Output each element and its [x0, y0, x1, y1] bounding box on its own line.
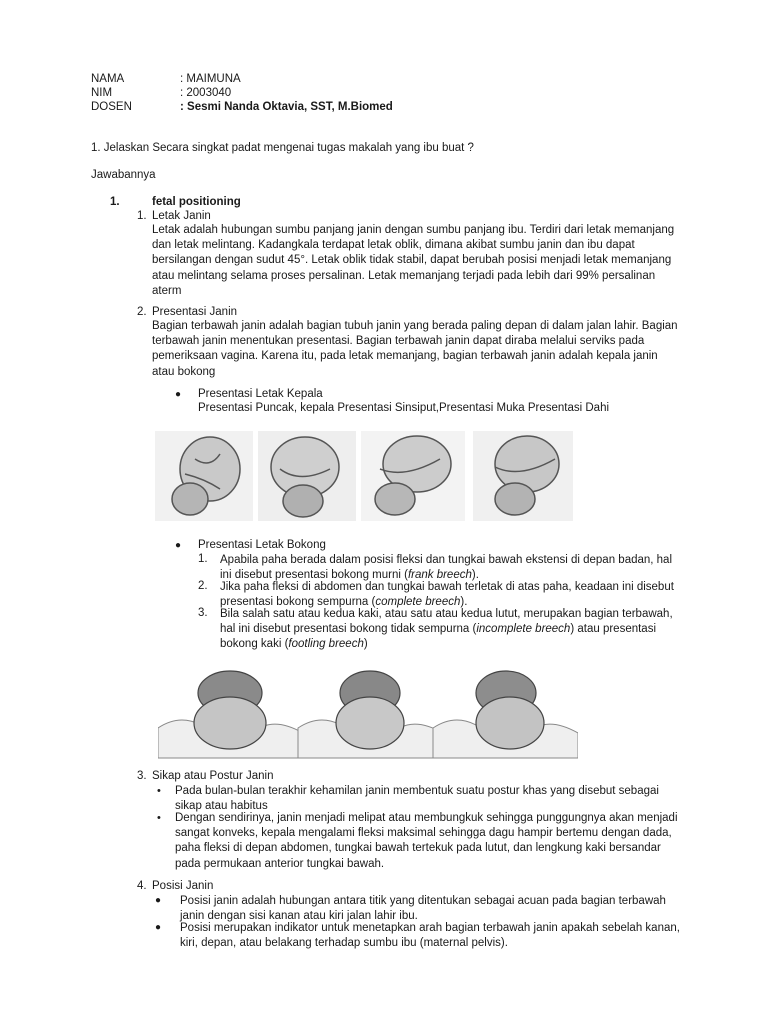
breech-presentation-image [158, 668, 578, 762]
bokong-item-3: Bila salah satu atau kedua kaki, atau satu atau kedua lutut, merupakan bagian terbawah, hal ini disebut presentasi bokong tidak sempurna (incomplete breech) atau presentasi bokong kaki (footling breech) [220, 608, 673, 651]
item2-title: Presentasi Janin [152, 306, 238, 318]
section-title: fetal positioning [152, 196, 241, 208]
item4-bullet-1: Posisi janin adalah hubungan antara titik yang ditentukan sebagai acuan pada bagian terbawah janin dengan sisi kanan atau kiri jalan lahir ibu. [180, 895, 666, 923]
item3-bullet-1: Pada bulan-bulan terakhir kehamilan janin membentuk suatu postur khas yang disebut sebagai sikap atau habitus [175, 785, 659, 813]
question-text: 1. Jelaskan Secara singkat padat mengenai tugas makalah yang ibu buat ? [91, 142, 474, 154]
nama-value: : MAIMUNA [180, 73, 241, 85]
bokong-item-2: Jika paha fleksi di abdomen dan tungkai bawah terletak di atas paha, keadaan ini disebut presentasi bokong sempurna (complete breech). [220, 581, 674, 609]
item4-bullet-2: Posisi merupakan indikator untuk menetapkan arah bagian terbawah janin apakah sebelah kanan, kiri, depan, atau belakang terhadap sumbu ibu (maternal pelvis). [180, 922, 680, 950]
bokong-title: Presentasi Letak Bokong [198, 539, 326, 551]
item2-number: 2. [137, 306, 147, 318]
item1-text: Letak adalah hubungan sumbu panjang janin dengan sumbu panjang ibu. Terdiri dari letak memanjang dan letak melintang. Kadangkala terdapat letak oblik, dimana akibat sumbu janin dan ibu dapat bersilangan dengan sudut 45°. Letak oblik tidak stabil, dapat berubah posisi menjadi letak memanjang atau melintang selama proses persalinan. Letak memanjang terjadi pada lebih dari 99% persalinan aterm [152, 224, 675, 297]
item3-bullet-2: Dengan sendirinya, janin menjadi melipat atau membungkuk sehingga punggungnya akan menjadi sangat konveks, kepala mengalami fleksi maksimal sehingga dagu hampir bertemu dengan dada, paha fleksi di depan abdomen, tungkai bawah tertekuk pada lutut, dan lengkung kaki bersandar pada permukaan anterior tungkai bawah. [175, 812, 678, 870]
kepala-text: Presentasi Puncak, kepala Presentasi Sinsiput,Presentasi Muka Presentasi Dahi [198, 402, 610, 414]
bullet-dot: ● [175, 540, 182, 551]
item2-text: Bagian terbawah janin adalah bagian tubuh janin yang berada paling depan di dalam jalan lahir. Bagian terbawah janin menentukan presentasi. Bagian terbawah janin dapat diraba melalui serviks pada pemeriksaan vagina. Karena itu, pada letak memanjang, bagian terbawah janin adalah kepala janin atau bokong [152, 320, 678, 378]
bullet-dot: ● [155, 895, 162, 906]
item4-title: Posisi Janin [152, 880, 214, 892]
bokong-item-1: Apabila paha berada dalam posisi fleksi dan tungkai bawah ekstensi di depan badan, hal ini disebut presentasi bokong murni (frank breech). [220, 554, 673, 582]
head-presentation-image [155, 429, 575, 523]
bokong-item-number: 3. [198, 607, 208, 619]
bokong-item-number: 2. [198, 580, 208, 592]
bullet-dot: • [157, 785, 161, 797]
bullet-dot: ● [155, 922, 162, 933]
bullet-dot: ● [175, 389, 182, 400]
bokong-item-number: 1. [198, 553, 208, 565]
bullet-dot: • [157, 812, 161, 824]
nama-label: NAMA [91, 73, 125, 85]
kepala-title: Presentasi Letak Kepala [198, 388, 323, 400]
section-number: 1. [110, 196, 120, 208]
nim-value: : 2003040 [180, 87, 232, 99]
dosen-label: DOSEN [91, 101, 132, 113]
item4-number: 4. [137, 880, 147, 892]
item3-number: 3. [137, 770, 147, 782]
nim-label: NIM [91, 87, 113, 99]
item3-title: Sikap atau Postur Janin [152, 770, 274, 782]
item1-title: Letak Janin [152, 210, 211, 222]
item1-number: 1. [137, 210, 147, 222]
dosen-value: : Sesmi Nanda Oktavia, SST, M.Biomed [180, 101, 393, 113]
answer-label: Jawabannya [91, 169, 156, 181]
